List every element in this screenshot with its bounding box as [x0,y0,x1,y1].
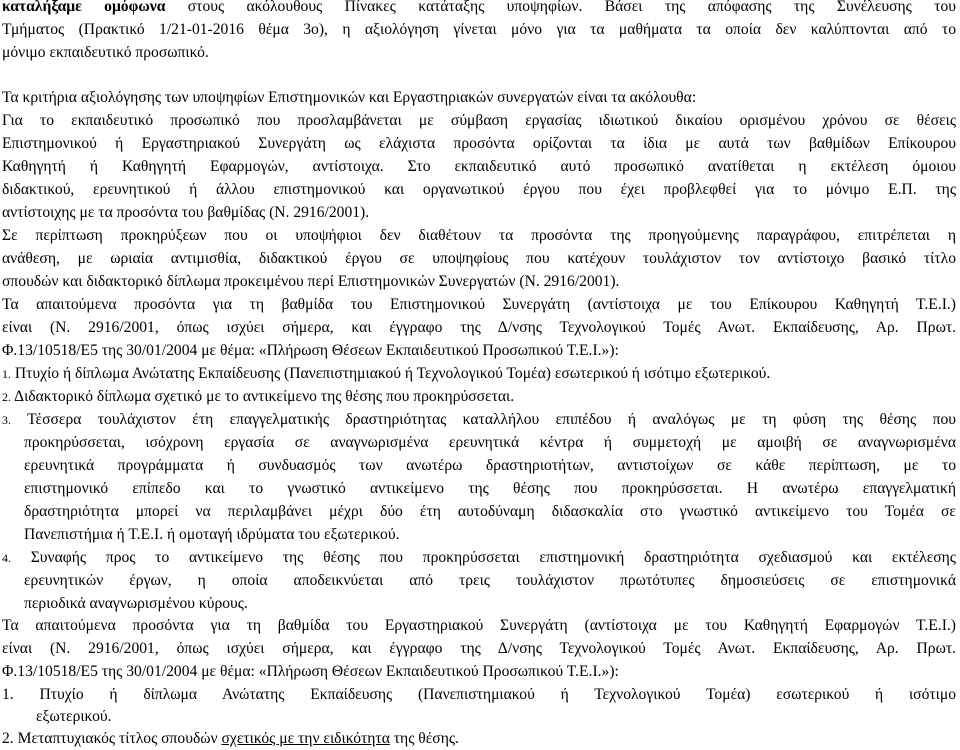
list-item-text: Τέσσερα τουλάχιστον έτη επαγγελματικής δραστηριότητας καταλλήλου επιπέδου ή αναλόγως με τη φύση της θέσης που [11,411,956,428]
list-item [2,546,956,569]
list-item-text: Συναφής προς το αντικείμενο της θέσης που προκηρύσσεται επιστημονική δραστηριότητα σχεδιασμού και εκτέλεσης [11,549,956,566]
list-number: 2. [2,730,14,747]
paragraph-line: ανάθεση, με ωριαία αντιμισθία, διδακτικού έργου σε υποψηφίους που κατέχουν τουλάχιστον τον αντίστοιχο βασικό τίτλο [2,250,956,267]
list-item-continuation: ερευνητικών έργων, η οποία αποδεικνύεται από τρεις τουλάχιστον πρωτότυπες δημοσιεύσεις σε επιστημονικά [24,572,956,589]
intro-line-1 [2,0,956,18]
list-item-continuation: ερευνητικά προγράμματα ή συνδυασμός των ανωτέρω δραστηριοτήτων, αντιστοίχων σε κάθε περίπτωση, με το [24,457,956,474]
paragraph-line: Φ.13/10518/Ε5 της 30/01/2004 με θέμα: «Πλήρωση Θέσεων Εκπαιδευτικού Προσωπικού Τ.Ε.Ι.»): [2,663,619,680]
list-number: 1. [2,367,11,381]
paragraph-line: διδακτικού, ερευνητικού ή άλλου επιστημονικού και οργανωτικού έργου που έχει προβλεφθεί για το μόνιμο Ε.Π. της [2,181,956,198]
list-item-continuation: δραστηριότητα μπορεί να περιλαμβάνει μέχρι δύο έτη αυτοδύναμη διδασκαλία στο γνωστικό αντικείμενο του Τομέα σε [24,503,956,520]
intro-line-1-rest: στους ακόλουθους Πίνακες κατάταξης υποψηφίων. Βάσει της απόφασης της Συνέλευσης του [165,0,956,15]
criteria-heading: Τα κριτήρια αξιολόγησης των υποψηφίων Επιστημονικών και Εργαστηριακών συνεργατών είναι τα ακόλουθα: [2,89,697,106]
list-item-text: Πτυχίο ή δίπλωμα Ανώτατης Εκπαίδευσης (Πανεπιστημιακού ή Τεχνολογικού Τομέα) εσωτερικού ή ισότιμο εξωτερικού. [11,365,771,382]
list-number: 2. [2,390,11,404]
list-item-continuation: περιοδικά αναγνωρισμένου κύρους. [24,595,248,612]
list-number: 3. [2,413,11,427]
list-item [2,683,956,706]
list-item [2,385,956,408]
paragraph-line: σπουδών και διδακτορικό δίπλωμα προκειμένου περί Επιστημονικών Συνεργατών (Ν. 2916/2001). [2,273,620,290]
list-item-text: Διδακτορικό δίπλωμα σχετικό με το αντικείμενο της θέσης που προκηρύσσεται. [11,388,515,405]
list-item-continuation: εξωτερικού. [36,708,112,725]
list-item-text-end: της θέσης. [389,730,459,747]
list-item [2,408,956,431]
list-item [2,362,956,385]
intro-line-3: μόνιμο εκπαιδευτικό προσωπικό. [2,44,209,61]
paragraph-line: είναι (Ν. 2916/2001, όπως ισχύει σήμερα, και έγγραφο της Δ/νσης Τεχνολογικού Τομές Ανωτ. Εκπαίδευσης, Αρ. Πρωτ. [2,640,956,657]
intro-line-2: Τμήματος (Πρακτικό 1/21-01-2016 θέμα 3ο), η αξιολόγηση γίνεται μόνο για τα μαθήματα τα οποία δεν καλύπτονται από το [2,21,956,38]
paragraph-line: Τα απαιτούμενα προσόντα για τη βαθμίδα του Εργαστηριακού Συνεργάτη (αντίστοιχα με του Καθηγητή Εφαρμογών Τ.Ε.Ι.) [2,617,956,634]
list-item-text: Πτυχίο ή δίπλωμα Ανώτατης Εκπαίδευσης (Πανεπιστημιακού ή Τεχνολογικού Τομέα) εσωτερικού ή ισότιμο [13,686,956,703]
list-item-continuation: επιστημονικό επίπεδο και το γνωστικό αντικείμενο της θέσης που προκηρύσσεται. Η ανωτέρω επαγγελματική [24,480,956,497]
intro-bold-phrase: καταλήξαμε ομόφωνα [2,0,166,15]
paragraph-line: Σε περίπτωση προκηρύξεων που οι υποψήφιοι δεν διαθέτουν τα προσόντα της προηγούμενης παραγράφου, επιτρέπεται η [2,227,956,244]
underlined-phrase: σχετικός με την ειδικότητα [221,730,390,747]
list-item-continuation: Πανεπιστήμια ή Τ.Ε.Ι. ή ομοταγή ιδρύματα του εξωτερικού. [24,526,400,543]
list-number: 1. [2,686,14,703]
paragraph-line: Για το εκπαιδευτικό προσωπικό που προσλαμβάνεται με σύμβαση εργασίας ιδιωτικού δικαίου ορισμένου χρόνου σε θέσεις [2,112,956,129]
paragraph-line: Καθηγητή ή Καθηγητή Εφαρμογών, αντίστοιχα. Στο εκπαιδευτικό αυτό προσωπικό ανατίθεται η εκτέλεση όμοιου [2,158,956,175]
paragraph-line: αντίστοιχης με τα προσόντα του βαθμίδας (Ν. 2916/2001). [2,204,370,221]
list-number: 4. [2,551,11,565]
paragraph-line: Επιστημονικού ή Εργαστηριακού Συνεργάτη ως ελάχιστα προσόντα ορίζονται τα ίδια με αυτά των βαθμίδων Επίκουρου [2,135,956,152]
list-item-continuation: προκηρύσσεται, ισόχρονη εργασία σε αναγνωρισμένα ερευνητικά κέντρα ή συμμετοχή με αμοιβή σε αναγνωρισμένα [24,434,956,451]
list-item-text: Μεταπτυχιακός τίτλος σπουδών [13,730,222,747]
paragraph-line: είναι (Ν. 2916/2001, όπως ισχύει σήμερα, και έγγραφο της Δ/νσης Τεχνολογικού Τομές Ανωτ. Εκπαίδευσης, Αρ. Πρωτ. [2,319,956,336]
paragraph-line: Τα απαιτούμενα προσόντα για τη βαθμίδα του Επιστημονικού Συνεργάτη (αντίστοιχα με του Επίκουρου Καθηγητή Τ.Ε.Ι.) [2,296,956,313]
paragraph-line: Φ.13/10518/Ε5 της 30/01/2004 με θέμα: «Πλήρωση Θέσεων Εκπαιδευτικού Προσωπικού Τ.Ε.Ι.»): [2,342,619,359]
